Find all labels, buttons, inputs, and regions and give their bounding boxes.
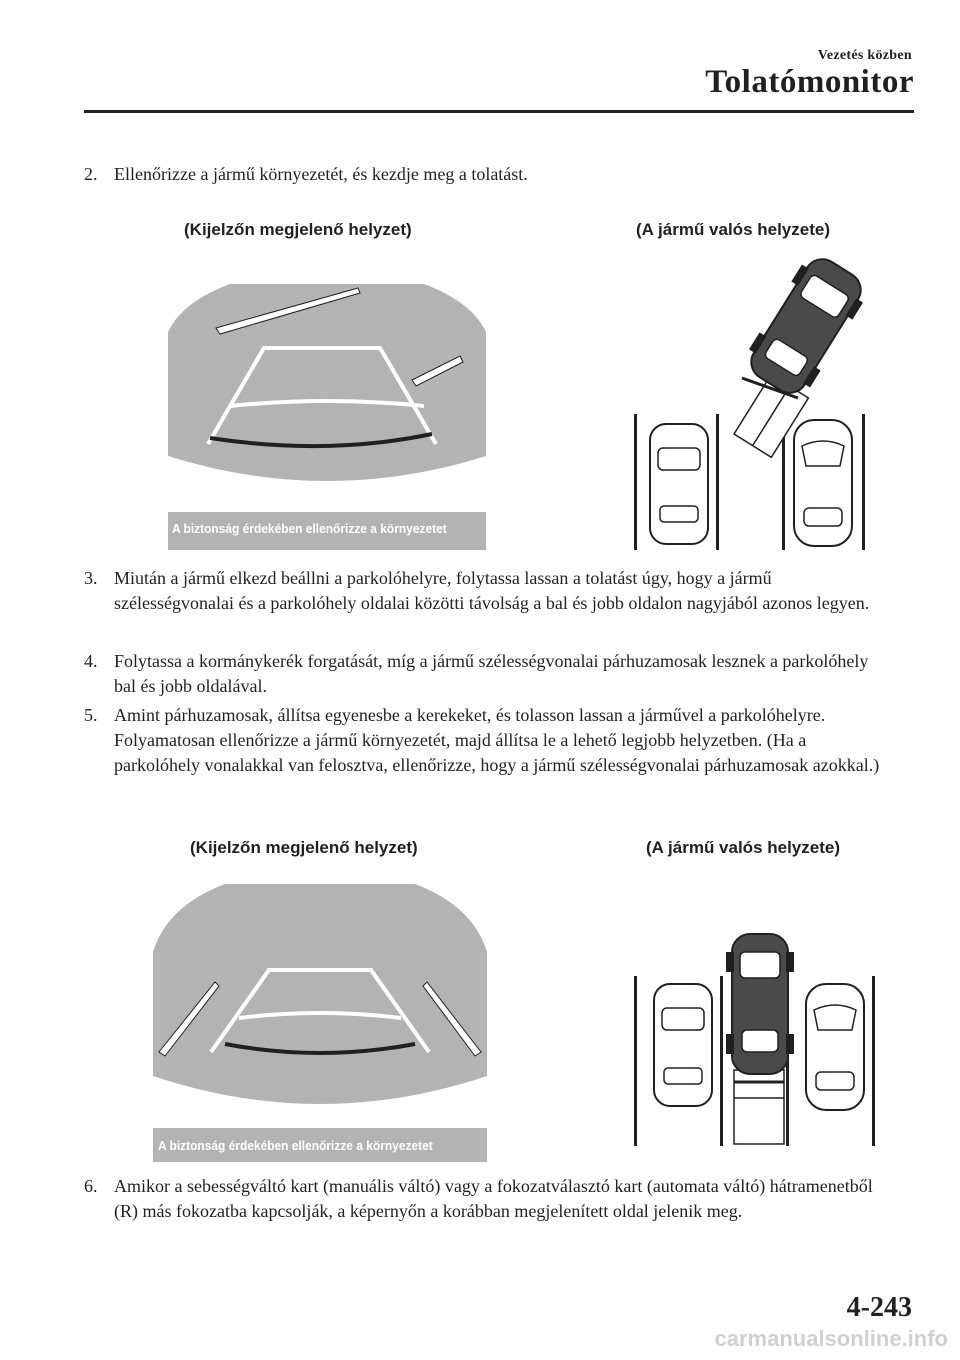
parking-line-2 (720, 976, 723, 1146)
parked-car-left (650, 424, 708, 544)
step-number: 6. (84, 1176, 98, 1196)
header-rule (84, 110, 914, 113)
step-3 (84, 566, 884, 616)
page-number: 4-243 (846, 1292, 912, 1323)
step-text: Amikor a sebességváltó kart (manuális váltó) vagy a fokozatválasztó kart (automata váltó) hátramenetből (R) más fokozatba kapcsolják, a képernyőn a korábban megjelenített oldal jelenik meg. (114, 1176, 873, 1221)
figure-1-real-scene (630, 250, 880, 552)
footer-watermark: carmanualsonline.info (714, 1326, 948, 1351)
figure-2-real-scene (630, 930, 880, 1148)
step-4 (84, 649, 884, 699)
figure-1-camera-screen (168, 284, 486, 550)
parking-line-2 (716, 414, 719, 550)
figure-2-real-caption: (A jármű valós helyzete) (646, 838, 840, 857)
figure-2-screen-caption: (Kijelzőn megjelenő helyzet) (190, 838, 418, 857)
step-6 (84, 1174, 884, 1224)
figure-1-screen-caption: (Kijelzőn megjelenő helyzet) (184, 220, 412, 239)
step-text: Ellenőrizze a jármű környezetét, és kezdje meg a tolatást. (114, 164, 528, 184)
step-text: Amint párhuzamosak, állítsa egyenesbe a kerekeket, és tolasson lassan a járművel a parkolóhelyre. Folyamatosan ellenőrizze a jármű környezetét, majd állítsa le a lehető legjobb helyzetben. (Ha a parkolóhely vonalakkal van felosztva, ellenőrizze, hogy a jármű szélességvonalai párhuzamosak azokkal.) (114, 705, 880, 775)
step-number: 5. (84, 705, 98, 725)
step-number: 3. (84, 568, 98, 588)
figure-1-real-caption: (A jármű valós helyzete) (636, 220, 830, 239)
step-5 (84, 703, 884, 778)
section-label: Vezetés közben (817, 48, 912, 63)
step-2 (84, 162, 884, 187)
figure-2-camera-screen (153, 884, 487, 1162)
figure-1-safety-text: A biztonság érdekében ellenőrizze a környezetet (172, 521, 447, 536)
parked-car-right (794, 420, 852, 546)
parking-line-4 (872, 976, 875, 1146)
step-number: 2. (84, 164, 98, 184)
step-number: 4. (84, 651, 98, 671)
parked-car-right (806, 984, 864, 1110)
page-title: Tolatómonitor (705, 64, 914, 100)
reversing-car (726, 934, 794, 1074)
reversing-car (739, 249, 872, 402)
step-text: Folytassa a kormánykerék forgatását, míg a jármű szélességvonalai párhuzamosak lesznek a parkolóhely bal és jobb oldalával. (114, 651, 869, 696)
figure-2-safety-text: A biztonság érdekében ellenőrizze a környezetet (158, 1138, 433, 1153)
parked-car-left (654, 984, 712, 1106)
parking-line-4 (862, 414, 865, 550)
step-text: Miután a jármű elkezd beállni a parkolóhelyre, folytassa lassan a tolatást úgy, hogy a jármű szélességvonalai és a parkolóhely oldalai közötti távolság a bal és jobb oldalon nagyjából azonos legyen. (114, 568, 870, 613)
parking-line-1 (634, 414, 637, 550)
parking-line-1 (634, 976, 637, 1146)
